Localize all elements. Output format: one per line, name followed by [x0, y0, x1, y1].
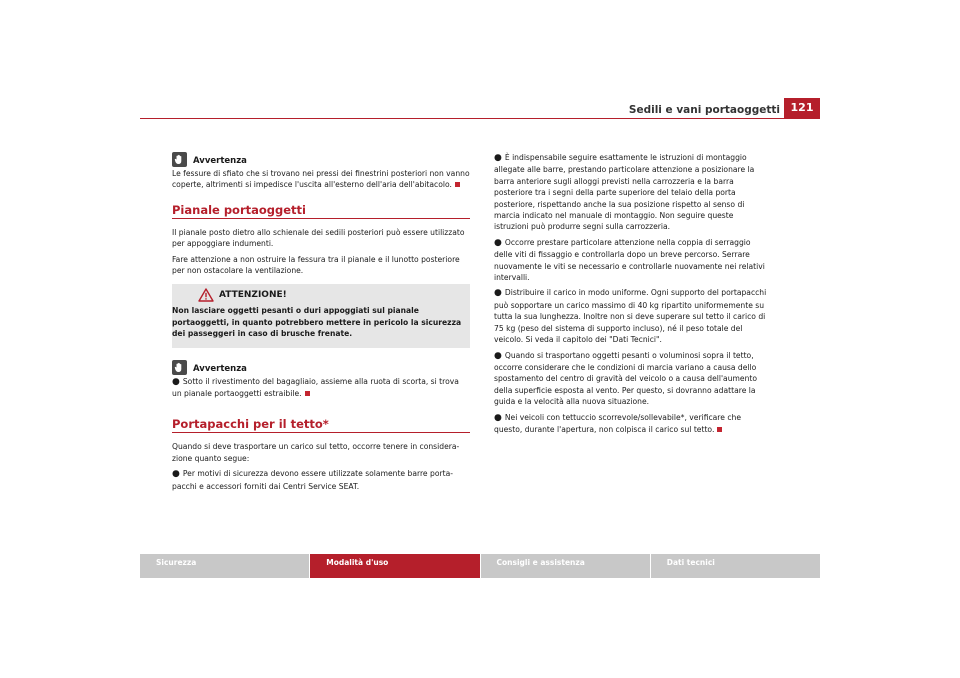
- tab-modalita-duso[interactable]: Modalità d'uso: [310, 554, 480, 578]
- section-title-pianale: Pianale portaoggetti: [172, 203, 470, 219]
- bullet-item: [494, 152, 770, 233]
- bullet-text: Distribuire il carico in modo uniforme. Ogni supporto del portapacchi può sopportare un carico massimo di 40 kg ripartito uniformemente su tutta la sua lunghezza. Inoltre non si deve superare sul tetto il carico di 75 kg (peso del sistema di supporto incluso), né il peso totale del veicolo. Si veda il capitolo dei "Dati Tecnici".: [494, 288, 767, 345]
- right-column: [494, 152, 770, 439]
- paragraph: Fare attenzione a non ostruire la fessura tra il pianale e il lunotto posteriore per non ostacolare la ventilazione.: [172, 254, 460, 276]
- bullet-text: Occorre prestare particolare attenzione nella coppia di serraggio delle viti di fissaggio e controllarla dopo un breve percorso. Serrare nuovamente le viti se necessario e controllarle nuovamente nei relativi intervalli.: [494, 237, 765, 283]
- bullet-item: [494, 287, 770, 345]
- warning-text: Non lasciare oggetti pesanti o duri appoggiati sul pianale portaoggetti, in quanto potrebbero mettere in pericolo la sicurezza dei passeggeri in caso di brusche frenate.: [172, 306, 462, 339]
- note-icon: [172, 152, 187, 167]
- warning-header: [198, 288, 466, 302]
- bullet-dot: ●: [494, 350, 502, 361]
- section-title-portapacchi: Portapacchi per il tetto*: [172, 417, 470, 433]
- note-icon: [172, 360, 187, 375]
- tab-sicurezza[interactable]: Sicurezza: [140, 554, 310, 578]
- warning-title: ATTENZIONE!: [219, 289, 287, 300]
- tab-consigli-assistenza[interactable]: Consigli e assistenza: [481, 554, 651, 578]
- bullet-item: [494, 237, 770, 284]
- bullet-text: Sotto il rivestimento del bagagliaio, assieme alla ruota di scorta, si trova un pianale portaoggetti estraibile.: [172, 376, 459, 399]
- note-title: Avvertenza: [193, 363, 247, 374]
- bullet-dot: ●: [494, 412, 502, 423]
- warning-box: [172, 284, 470, 347]
- bullet-dot: ●: [494, 288, 502, 299]
- bullet-text: Nei veicoli con tettuccio scorrevole/sollevabile*, verificare che questo, durante l'apertura, non colpisca il carico sul tetto.: [494, 412, 742, 434]
- note-paragraph: [172, 168, 470, 191]
- bullet-text: È indispensabile seguire esattamente le istruzioni di montaggio allegate alle barre, prestando particolare attenzione a posizionare la barra anteriore sugli alloggi previsti nella carrozzeria e la barra posteriore tra i segni della parte superiore del telaio della porta posteriore, rispettando anche la sua posizione rispetto al senso di marcia indicato nel manuale di montaggio. Non seguire queste istruzioni può produrre segni sulla carrozzeria.: [494, 153, 755, 232]
- paragraph: Quando si deve trasportare un carico sul tetto, occorre tenere in considera-zione quanto segue:: [172, 442, 460, 463]
- bullet-dot: ●: [172, 376, 180, 387]
- paragraph: Il pianale posto dietro allo schienale dei sedili posteriori può essere utilizzato per appoggiare indumenti.: [172, 227, 465, 249]
- header-divider: [140, 118, 820, 119]
- bullet-text: Quando si trasportano oggetti pesanti o voluminosi sopra il tetto, occorre considerare che le condizioni di marcia variano a causa dello spostamento del centro di gravità del veicolo o a causa dell'aumento della superficie esposta al vento. Per questo, si dovranno adattare la guida e la velocità alla nuova situazione.: [494, 350, 758, 407]
- note-text: Le fessure di sfiato che si trovano nei pressi dei finestrini posteriori non vanno coperte, altrimenti si impedisce l'uscita all'esterno dell'aria dell'abitacolo.: [172, 169, 470, 190]
- bullet-dot: ●: [494, 237, 502, 248]
- running-header-title: Sedili e vani portaoggetti: [628, 104, 780, 116]
- note-header: [172, 152, 470, 167]
- footer-chapter-tabs: [140, 554, 820, 578]
- bullet-dot: ●: [494, 153, 502, 163]
- bullet-item: [172, 468, 470, 492]
- bullet-item: [172, 376, 470, 400]
- note-header: [172, 360, 470, 375]
- end-of-section-marker: [455, 182, 460, 187]
- end-of-section-marker: [717, 427, 722, 432]
- page-number: 121: [784, 98, 820, 118]
- bullet-text: Per motivi di sicurezza devono essere utilizzate solamente barre porta-pacchi e accessori forniti dai Centri Service SEAT.: [172, 469, 453, 491]
- bullet-dot: ●: [172, 469, 180, 480]
- note-title: Avvertenza: [193, 156, 247, 166]
- left-column: [172, 152, 470, 496]
- end-of-section-marker: [305, 391, 310, 396]
- warning-triangle-icon: [198, 288, 214, 302]
- bullet-item: [494, 412, 770, 436]
- bullet-item: [494, 350, 770, 408]
- tab-dati-tecnici[interactable]: Dati tecnici: [651, 554, 820, 578]
